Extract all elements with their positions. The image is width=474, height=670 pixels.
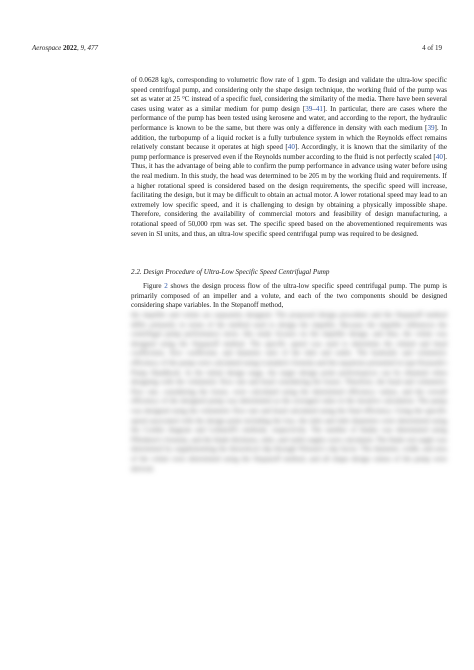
citation-link[interactable]: 41	[315, 104, 323, 113]
figure-link[interactable]: 2	[164, 282, 168, 290]
para1-text-2: –	[312, 104, 316, 113]
para1-text-3: ]. In particular, there are cases where the performance of the pump has been tested using kerosene and water, and according to the report, the hydraulic performance is known to be the same, but there was only a difference in density with each medium [	[131, 104, 447, 132]
para1-text-1: of 0.0628 kg/s, corresponding to volumetric flow rate of 1 gpm. To design and validate the ultra-low specific speed centrifugal pump, and considering only the shape design technique, the working fluid of the pump was set as water at 25 °C instead of a specific fuel, considering the similarity of the media. There have been several cases using water as a similar medium for pump design [	[131, 76, 447, 113]
para1-text-5: ]. Accordingly, it is known that the similarity of the pump performance is preserved even if the Reynolds number according to the fluid is not perfectly scaled [	[131, 143, 447, 161]
citation-link[interactable]: 39	[305, 104, 313, 113]
paragraph-1	[131, 76, 447, 239]
journal-name: Aerospace	[32, 44, 62, 52]
section-heading: 2.2. Design Procedure of Ultra-Low Specific Speed Centrifugal Pump	[131, 268, 330, 276]
para2-text-2: shows the design process flow of the ultra-low specific speed centrifugal pump. The pump is primarily composed of an impeller and a volute, and each of the two components should be designed considering shape variables. In the Stepanoff method,	[131, 282, 447, 310]
citation-link[interactable]: 40	[435, 152, 443, 161]
journal-year: 2022	[63, 44, 78, 52]
journal-volume-page: , 9, 477	[77, 44, 99, 52]
journal-citation	[32, 44, 98, 52]
para1-text-4: ]. In addition, the turbopump of a liquid rocket is a fully turbulence system in which the Reynolds effect remains relatively constant because it operates at high speed [	[131, 123, 447, 152]
para1-text-6: ]. Thus, it has the advantage of being able to confirm the pump performance in advance using water before using the real medium. In this study, the head was determined to be 205 m by the working fluid and requirements. If a higher rotational speed is considered based on the design requirements, the specific speed will increase, facilitating the design, but it may be difficult to obtain an actual motor. A lower rotational speed may lead to an extremely low specific speed, and it is challenging to design by obtaining a physically impossible shape. Therefore, considering the availability of commercial motors and feasibility of design manufacturing, a rotational speed of 50,000 rpm was set. The specific speed based on the abovementioned requirements was seven in SI units, and thus, an ultra-low specific speed centrifugal pump was required to be designed.	[131, 152, 447, 238]
para2-text-1: Figure	[143, 282, 165, 290]
citation-link[interactable]: 39	[427, 123, 435, 132]
page-number: 4 of 19	[422, 44, 442, 52]
paragraph-2	[131, 282, 447, 311]
blurred-paragraph: the impeller and volute are separately designed. The proposed design procedure and the Stepanoff method differ primarily in terms of the method used to design the impeller. Because the impeller influences the centrifugal pump performance more, this study focuses on the impeller design, and thus, the volute was designed using the Stepanoff method. The specific speed was used to determine the related and head coefficients, flow coefficient, and diameter ratio of the inlet and outlet. The hydraulic and volumetric efficiency of the pump were calculated using Lomakin's formula and the equations presented in type Karassik's Pump Handbook. In the initial design stage, the target design point performances can be obtained when designing with the volumetric flow rate and head considering the losses. Therefore, the head and volumetric flow rate, considering the losses, were calculated using the determined efficiency values, and the overall efficiency of the designed pump was determined as the averaged value in the iterative calculation. The pump was designed using the volumetric flow rate and head calculated using the final efficiency. Using the specific speed associated with the design point including the loss, the inlet and inlet diameters were determined using the Cordier diagram and Lobanoff's methods, respectively. The number of blades was determined using Pfleiderer's formula, and the blade thickness, inlet, and outlet angles were calculated. The blade exit angle was determined by supplementing the theoretical slip through Wiesner's slip factor. The diameter, width, and area of the volute were determined using the Stepanoff method, and all shape design values of the pump were derived.	[131, 311, 447, 473]
citation-link[interactable]: 40	[287, 143, 295, 152]
page-header	[32, 44, 442, 52]
